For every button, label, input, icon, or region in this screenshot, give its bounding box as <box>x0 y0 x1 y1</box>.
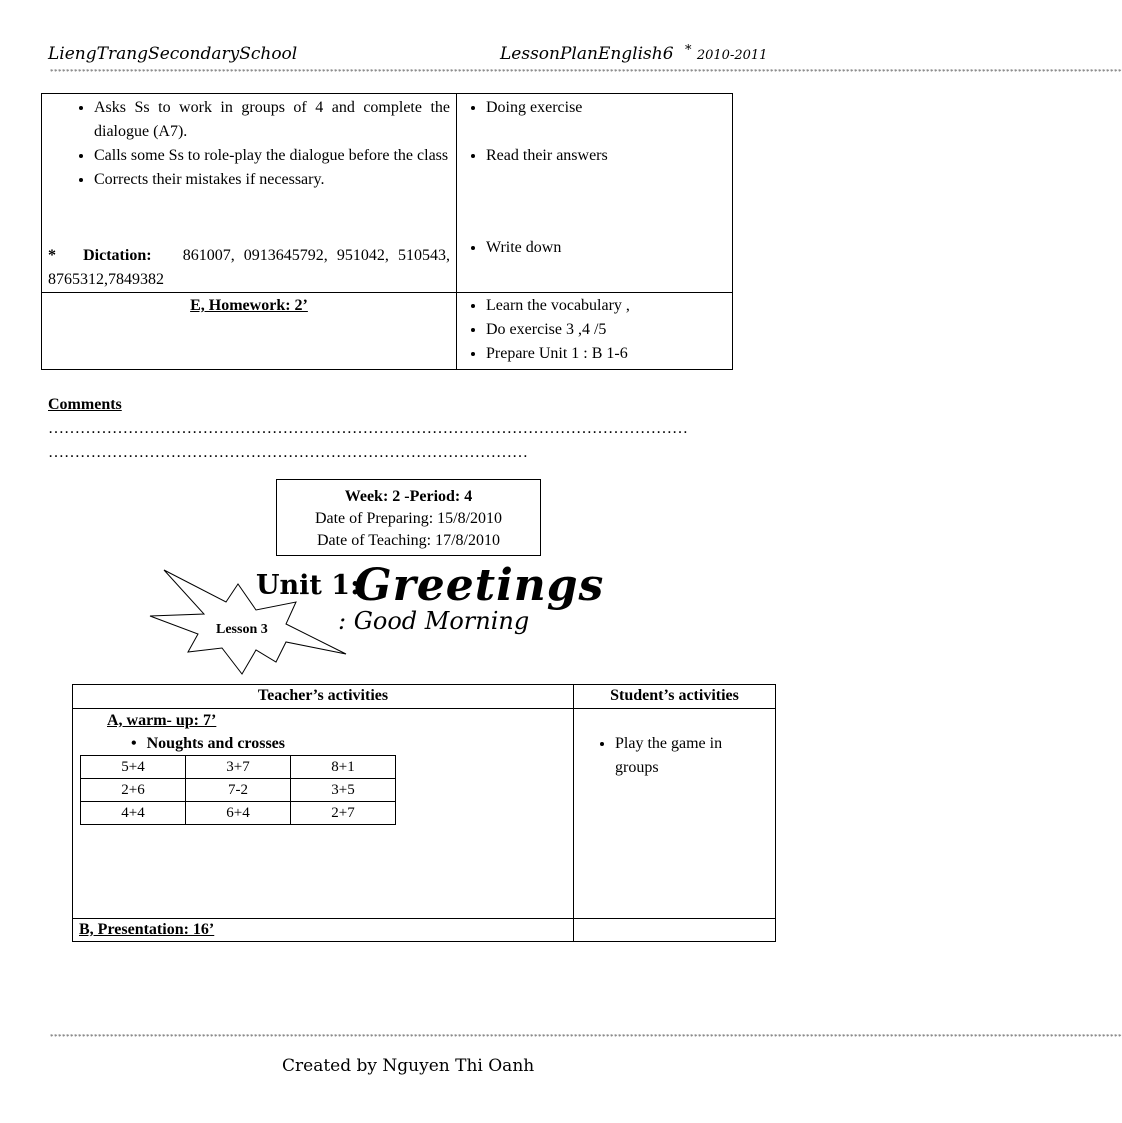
top-activity-table <box>41 93 733 370</box>
dictation-star: * <box>48 247 56 264</box>
date-of-teaching: Date of Teaching: 17/8/2010 <box>317 532 500 549</box>
grid-cell: 7-2 <box>186 779 291 802</box>
grid-cell: 8+1 <box>291 756 396 779</box>
grid-cell: 3+5 <box>291 779 396 802</box>
lesson-plan-label: LessonPlanEnglish6 <box>500 44 674 64</box>
game-title <box>131 735 285 753</box>
date-of-preparing: Date of Preparing: 15/8/2010 <box>314 510 503 527</box>
dictation-numbers: 861007, 0913645792, 951042, 510543, 8765312,7849382 <box>48 247 451 288</box>
student-item: • Write down <box>486 236 718 260</box>
header-divider: **************************************************************************************************************************************************************************************************************************************************************************** <box>50 68 1122 76</box>
student-warmup-cell <box>585 732 765 780</box>
homework-items <box>468 294 728 366</box>
warmup-title: A, warm- up: 7’ <box>107 712 217 729</box>
header-star: * <box>684 43 692 58</box>
grid-row <box>81 802 396 825</box>
school-year: 2010-2011 <box>696 48 768 63</box>
grid-cell: 4+4 <box>81 802 186 825</box>
comments-line: ……………………………………………………………………………… <box>48 444 528 461</box>
noughts-crosses-grid <box>80 755 396 825</box>
row-divider <box>73 708 775 709</box>
comments-label: Comments <box>48 396 122 413</box>
footer-divider: **************************************************************************************************************************************************************************************************************************************************************************** <box>50 1033 1122 1041</box>
game-name: Noughts and crosses <box>146 735 286 752</box>
student-activities-header: Student’s activities <box>610 687 739 704</box>
homework-item: • Do exercise 3 ,4 /5 <box>486 318 728 342</box>
student-item: • Doing exercise <box>486 96 718 120</box>
grid-cell: 2+6 <box>81 779 186 802</box>
row-divider <box>42 292 732 293</box>
grid-cell: 3+7 <box>186 756 291 779</box>
homework-item: • Learn the vocabulary , <box>486 294 728 318</box>
week-period: Week: 2 -Period: 4 <box>344 488 473 505</box>
period-box <box>276 479 541 556</box>
dictation-label: Dictation: <box>83 247 152 264</box>
homework-item: • Prepare Unit 1 : B 1-6 <box>486 342 728 366</box>
student-activities-cell <box>468 96 718 260</box>
grid-cell: 5+4 <box>81 756 186 779</box>
column-divider <box>456 94 457 369</box>
bullet: • <box>131 735 137 752</box>
lesson-label: Lesson 3 <box>216 622 268 637</box>
school-name: LiengTrangSecondarySchool <box>48 44 298 64</box>
teacher-item: • Asks Ss to work in groups of 4 and complete the dialogue (A7). <box>94 96 450 144</box>
main-activity-table <box>72 684 776 942</box>
teacher-item: • Calls some Ss to role-play the dialogue before the class <box>94 144 450 168</box>
lesson-plan-title <box>500 44 767 64</box>
column-divider <box>573 685 574 941</box>
comments-line: ………………………………………………………………………………………………………… <box>48 420 688 437</box>
grid-cell: 6+4 <box>186 802 291 825</box>
grid-cell: 2+7 <box>291 802 396 825</box>
unit-number: Unit 1: <box>256 570 361 601</box>
dictation-block <box>48 244 450 292</box>
grid-row <box>81 756 396 779</box>
teacher-item: • Corrects their mistakes if necessary. <box>94 168 450 192</box>
homework-title: E, Homework: 2’ <box>190 297 308 314</box>
student-item: • Read their answers <box>486 144 718 168</box>
row-divider <box>73 918 775 919</box>
student-item: • Play the game in groups <box>615 732 765 780</box>
grid-row <box>81 779 396 802</box>
teacher-activities-header: Teacher’s activities <box>257 687 389 704</box>
unit-name: Greetings <box>354 560 605 611</box>
presentation-title: B, Presentation: 16’ <box>79 921 215 938</box>
footer-credit: Created by Nguyen Thi Oanh <box>282 1056 535 1076</box>
teacher-activities-cell <box>54 96 450 192</box>
unit-subtitle: : Good Morning <box>338 607 530 635</box>
